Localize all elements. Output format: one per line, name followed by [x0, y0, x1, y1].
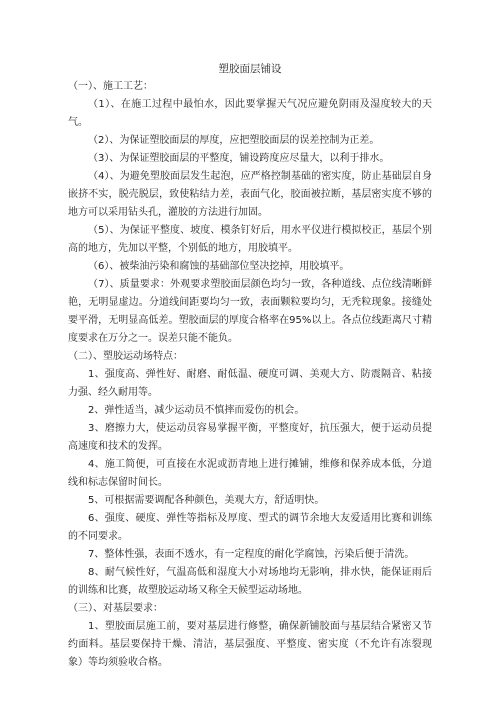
paragraph: 4、施工简便，可直接在水泥或沥青地上进行摊铺，维修和保养成本低，分道线和标志保留时间长。 [68, 459, 432, 488]
paragraph: （2）、为保证塑胶面层的厚度，应把塑胶面层的误差控制为正差。 [88, 135, 380, 146]
paragraph: 5、可根据需要调配各种颜色，美观大方，舒适明快。 [88, 495, 325, 506]
paragraph: （3）、为保证塑胶面层的平整度，铺设跨度应尽量大，以利于排水。 [88, 153, 390, 164]
paragraph: 8、耐气候性好，气温高低和湿度大小对场地均无影响，排水快，能保证雨后的训练和比赛，故塑胶运动场又称全天候型运动场地。 [68, 567, 432, 596]
paragraph: 6、强度、硬度、弹性等指标及厚度、型式的调节余地大友爱适用比赛和训练的不同要求。 [68, 513, 432, 542]
document-title: 塑胶面层铺设 [218, 63, 282, 75]
paragraph: 1、强度高、弹性好、耐磨、耐低温、硬度可调、美观大方、防震隔音、粘接力强、经久耐用等。 [68, 369, 432, 398]
paragraph: 7、整体性强，表面不透水，有一定程度的耐化学腐蚀，污染后便于清洗。 [88, 549, 415, 560]
paragraph: （6）、被柴油污染和腐蚀的基础部位坚决挖掉，用胶填平。 [88, 261, 350, 272]
paragraph: 3、磨擦力大，使运动员容易掌握平衡，平整度好，抗压强大，便于运动员提高速度和技术的发挥。 [68, 423, 432, 452]
paragraph: （1）、在施工过程中最怕水，因此要掌握天气况应避免阴雨及湿度较大的天气。 [68, 99, 432, 128]
paragraph: （7）、质量要求：外观要求塑胶面层颜色均匀一致，各种道线、点位线清晰鲜艳，无明显虚边。分道线间距要均匀一致，表面颗粒要均匀，无秃粒现象。接缝处要平滑，无明显高低差。塑胶面层的厚度合格率在95%以上。各点位线距离尺寸精度要求在万分之一。误差只能不能负。 [68, 279, 432, 344]
paragraph: （4）、为避免塑胶面层发生起泡，应严格控制基础的密实度，防止基础层自身嵌挤不实，脱壳脱层，致使粘结力差，表面气化，胶面被拉断，基层密实度不够的地方可以采用钻头孔，灌胶的方法进行加固。 [68, 171, 432, 218]
paragraph: 1、塑胶面层施工前，要对基层进行修整，确保新铺胶面与基层结合紧密又节约面料。基层要保持干燥、清洁，基层强度、平整度、密实度（不允许有冻裂现象）等均须验收合格。 [68, 621, 432, 668]
paragraph: （5）、为保证平整度、坡度、模条钉好后，用水平仪进行模拟校正，基层个别高的地方，先加以平整，个别低的地方，用胶填平。 [68, 225, 432, 254]
paragraph: 2、弹性适当，减少运动员不慎摔而爱伤的机会。 [88, 405, 305, 416]
section-heading-1: （一）、施工工艺： [68, 81, 153, 92]
section-heading-3: （三）、对基层要求： [68, 603, 163, 614]
section-heading-2: （二）、塑胶运动场特点： [68, 351, 183, 362]
